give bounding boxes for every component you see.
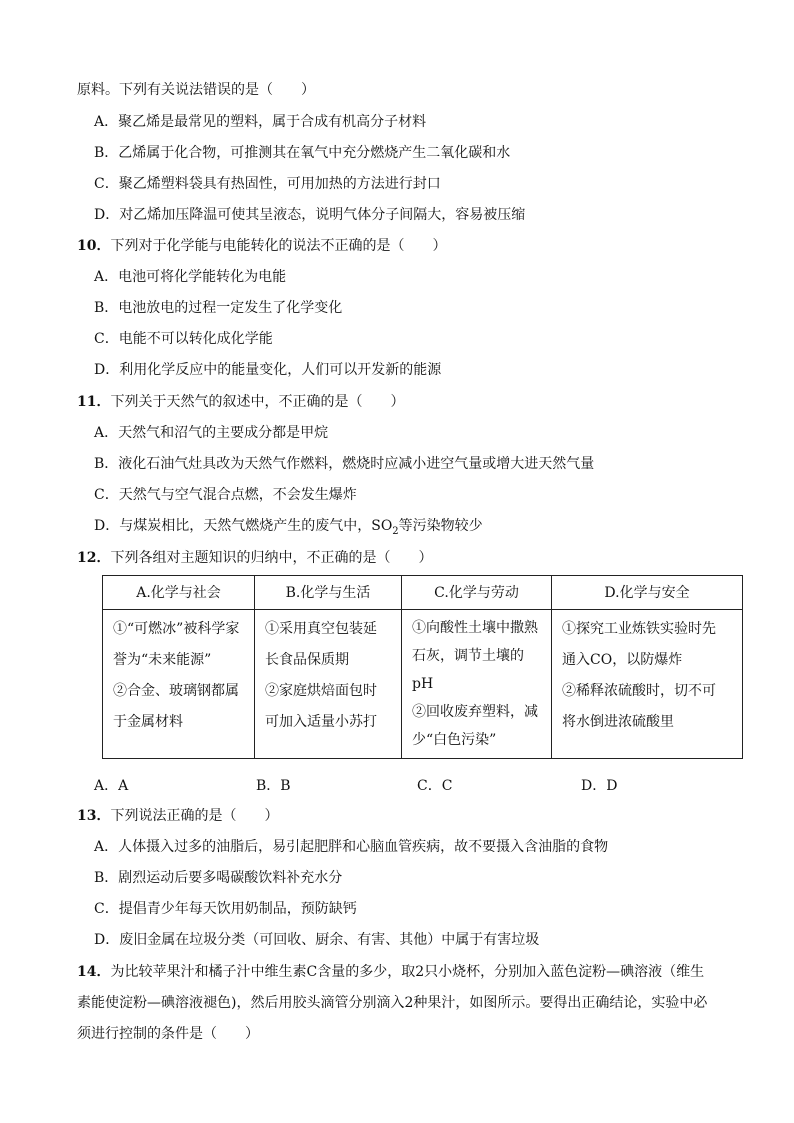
cell-b-line: ①采用真空包装延 — [265, 621, 377, 637]
q11-option-b: B．液化石油气灶具改为天然气作燃料，燃烧时应减小进空气量或增大进天然气量 — [94, 456, 595, 472]
cell-c-line: 少“白色污染” — [412, 732, 497, 748]
q13-option-c: C．提倡青少年每天饮用奶制品，预防缺钙 — [94, 901, 357, 917]
q13-option-d: D．废旧金属在垃圾分类（可回收、厨余、有害、其他）中属于有害垃圾 — [94, 932, 540, 948]
q14-stem-line3: 须进行控制的条件是（ ） — [77, 1026, 259, 1042]
q11-number: 11． — [77, 394, 111, 410]
q9-option-b: B．乙烯属于化合物，可推测其在氧气中充分燃烧产生二氧化碳和水 — [94, 145, 511, 161]
q13-option-a: A．人体摄入过多的油脂后，易引起肥胖和心脑血管疾病，故不要摄入含油脂的食物 — [94, 839, 609, 855]
table-header-d: D.化学与安全 — [552, 576, 743, 610]
q11-stem — [77, 392, 404, 412]
cell-c-line: pH — [412, 676, 434, 692]
q12-option-d: D．D — [581, 778, 618, 794]
q12-option-c: C．C — [417, 778, 453, 794]
q12-options — [94, 776, 694, 796]
q13-option-b: B．剧烈运动后要多喝碳酸饮料补充水分 — [94, 870, 343, 886]
q9-option-a: A．聚乙烯是最常见的塑料，属于合成有机高分子材料 — [94, 114, 427, 130]
cell-d-line: ①探究工业炼铁实验时先 — [562, 621, 716, 637]
q14-number: 14． — [77, 964, 111, 980]
q13-text: 下列说法正确的是（ ） — [110, 808, 279, 824]
q11-option-d-text: D．与煤炭相比，天然气燃烧产生的废气中，SO — [94, 518, 393, 534]
table-row — [103, 610, 743, 759]
cell-c-line: ①向酸性土壤中撒熟 — [412, 620, 538, 636]
q13-stem — [77, 806, 278, 826]
cell-a-line: 誉为“未来能源” — [113, 652, 212, 668]
q9-option-c: C．聚乙烯塑料袋具有热固性，可用加热的方法进行封口 — [94, 176, 441, 192]
q14-stem — [77, 962, 704, 982]
table-header-a: A.化学与社会 — [103, 576, 255, 610]
q10-option-b: B．电池放电的过程一定发生了化学变化 — [94, 300, 343, 316]
cell-b-line: 可加入适量小苏打 — [265, 714, 377, 730]
q10-option-d: D．利用化学反应中的能量变化，人们可以开发新的能源 — [94, 362, 442, 378]
q10-stem — [77, 236, 446, 256]
q11-option-c: C．天然气与空气混合点燃，不会发生爆炸 — [94, 487, 357, 503]
q10-option-a: A．电池可将化学能转化为电能 — [94, 269, 287, 285]
table-cell-d — [552, 610, 743, 759]
q12-option-b: B．B — [256, 778, 291, 794]
cell-c-line: 石灰，调节土壤的 — [412, 648, 524, 664]
table-cell-a — [103, 610, 255, 759]
table-header-c: C.化学与劳动 — [402, 576, 552, 610]
q13-number: 13． — [77, 808, 111, 824]
q9-stem-continuation: 原料。下列有关说法错误的是（ ） — [77, 82, 315, 98]
q10-text: 下列对于化学能与电能转化的说法不正确的是（ ） — [110, 238, 447, 254]
cell-a-line: ①“可燃冰”被科学家 — [113, 621, 240, 637]
q9-option-d: D．对乙烯加压降温可使其呈液态，说明气体分子间隔大，容易被压缩 — [94, 207, 526, 223]
q14-text: 为比较苹果汁和橘子汁中维生素C含量的多少，取2只小烧杯，分别加入蓝色淀粉—碘溶液（维生 — [110, 964, 705, 980]
q10-number: 10． — [77, 238, 111, 254]
cell-b-line: ②家庭烘焙面包时 — [265, 683, 377, 699]
q11-text: 下列关于天然气的叙述中，不正确的是（ ） — [110, 394, 405, 410]
knowledge-table — [102, 575, 743, 759]
cell-c-line: ②回收废弃塑料，减 — [412, 704, 538, 720]
cell-b-line: 长食品保质期 — [265, 652, 349, 668]
cell-d-line: 将水倒进浓硫酸里 — [562, 714, 674, 730]
q12-text: 下列各组对主题知识的归纳中，不正确的是（ ） — [110, 550, 433, 566]
so2-subscript: 2 — [392, 525, 399, 537]
cell-d-line: ②稀释浓硫酸时，切不可 — [562, 683, 716, 699]
q14-stem-line2: 素能使淀粉—碘溶液褪色)，然后用胶头滴管分别滴入2种果汁，如图所示。要得出正确结论，实验中必 — [77, 995, 708, 1011]
table-cell-c — [402, 610, 552, 759]
cell-a-line: 于金属材料 — [113, 714, 183, 730]
cell-d-line: 通入CO，以防爆炸 — [562, 652, 683, 668]
q11-option-d-tail: 等污染物较少 — [398, 518, 483, 534]
q12-stem — [77, 548, 432, 568]
q12-number: 12． — [77, 550, 111, 566]
q11-option-a: A．天然气和沼气的主要成分都是甲烷 — [94, 425, 329, 441]
table-header-row — [103, 576, 743, 610]
q10-option-c: C．电能不可以转化成化学能 — [94, 331, 273, 347]
q12-option-a: A．A — [94, 778, 129, 794]
table-header-b: B.化学与生活 — [255, 576, 402, 610]
cell-a-line: ②合金、玻璃钢都属 — [113, 683, 239, 699]
table-cell-b — [255, 610, 402, 759]
q11-option-d — [94, 516, 483, 542]
